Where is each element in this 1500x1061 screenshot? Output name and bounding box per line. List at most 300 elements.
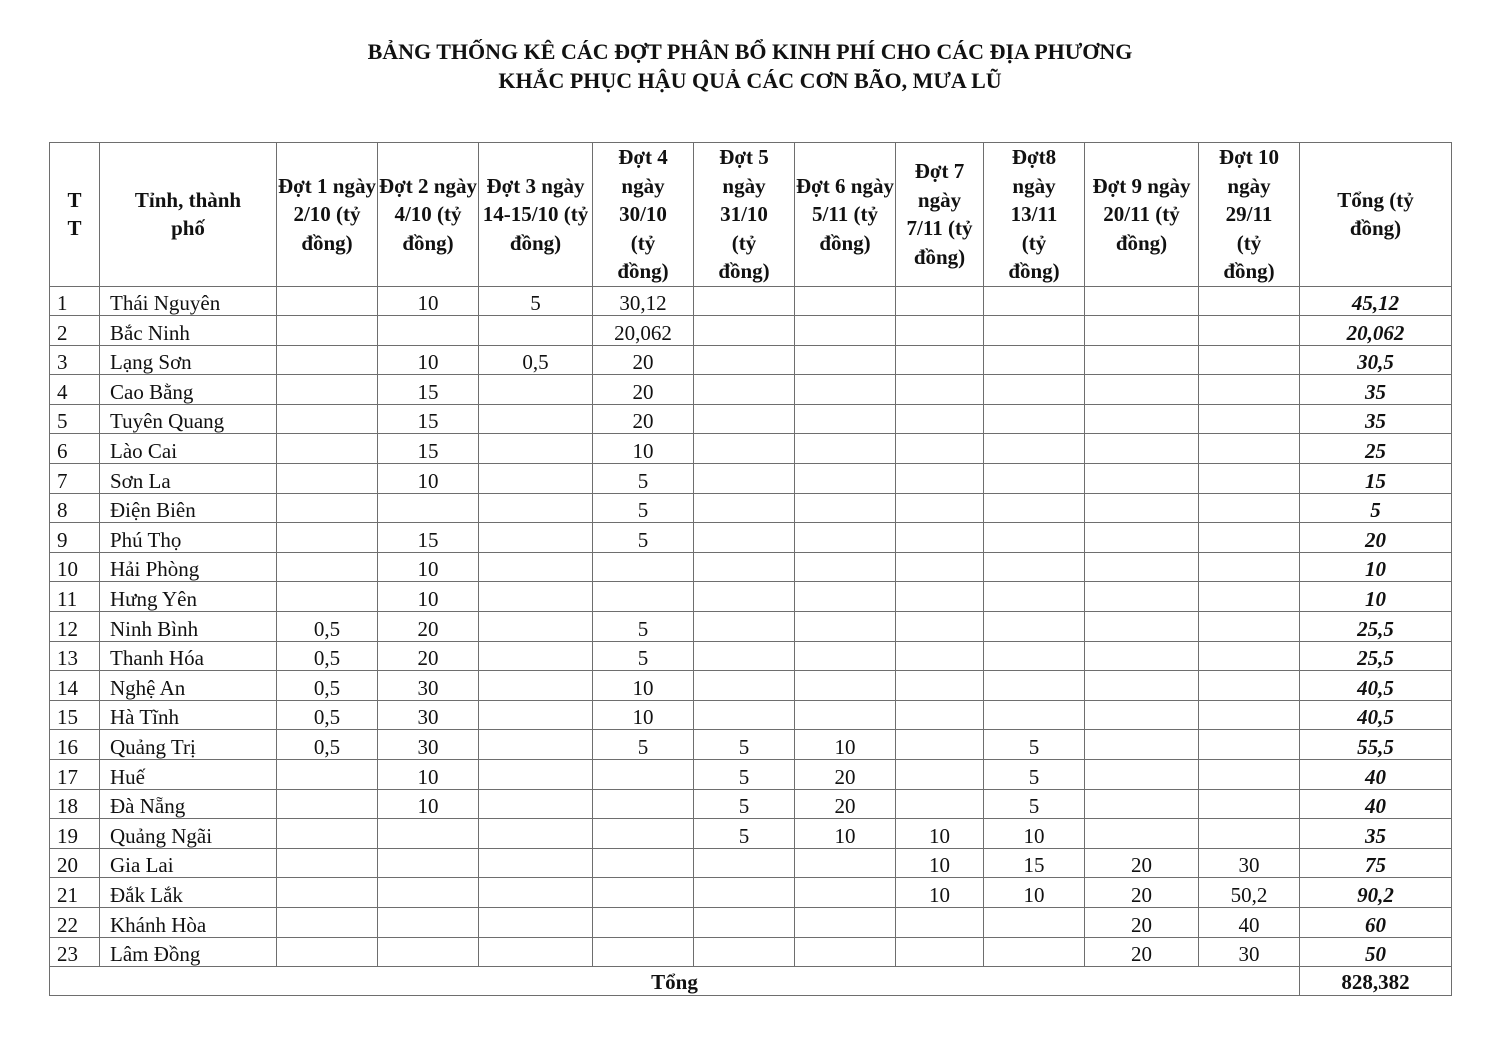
dot-1-value	[277, 345, 378, 375]
dot-6-value	[795, 848, 896, 878]
province-name: Hưng Yên	[100, 582, 277, 612]
dot-4-value	[593, 760, 694, 790]
dot-10-value	[1199, 404, 1300, 434]
dot-5-value	[694, 552, 795, 582]
dot-6-value	[795, 671, 896, 701]
dot-4-value: 30,12	[593, 286, 694, 316]
dot-6-value	[795, 345, 896, 375]
dot-5-value	[694, 523, 795, 553]
row-number: 14	[50, 671, 100, 701]
dot-2-value: 15	[378, 523, 479, 553]
dot-10-value	[1199, 493, 1300, 523]
dot-2-value	[378, 819, 479, 849]
dot-6-value	[795, 523, 896, 553]
dot-5-value	[694, 848, 795, 878]
dot-2-value	[378, 878, 479, 908]
dot-3-value	[479, 375, 593, 405]
row-number: 1	[50, 286, 100, 316]
row-total: 40	[1300, 789, 1452, 819]
dot-3-value	[479, 464, 593, 494]
row-number: 13	[50, 641, 100, 671]
row-number: 17	[50, 760, 100, 790]
dot-9-value	[1085, 700, 1199, 730]
province-name: Thái Nguyên	[100, 286, 277, 316]
dot-10-value	[1199, 316, 1300, 346]
dot-9-value: 20	[1085, 937, 1199, 967]
dot-10-value	[1199, 671, 1300, 701]
dot-7-value: 10	[896, 878, 984, 908]
dot-3-value	[479, 434, 593, 464]
dot-3-value	[479, 641, 593, 671]
dot-7-value	[896, 789, 984, 819]
table-row	[50, 434, 1452, 464]
header-dot-3: Đợt 3 ngày 14-15/10 (tỷ đồng)	[479, 143, 593, 287]
province-name: Lạng Sơn	[100, 345, 277, 375]
row-number: 11	[50, 582, 100, 612]
dot-6-value	[795, 404, 896, 434]
dot-10-value	[1199, 612, 1300, 642]
province-name: Đà Nẵng	[100, 789, 277, 819]
dot-5-value	[694, 464, 795, 494]
dot-4-value: 5	[593, 612, 694, 642]
table-row	[50, 345, 1452, 375]
dot-2-value: 15	[378, 375, 479, 405]
table-row	[50, 789, 1452, 819]
province-name: Sơn La	[100, 464, 277, 494]
dot-3-value	[479, 671, 593, 701]
dot-4-value: 10	[593, 434, 694, 464]
row-number: 16	[50, 730, 100, 760]
dot-7-value: 10	[896, 819, 984, 849]
dot-9-value	[1085, 434, 1199, 464]
dot-1-value: 0,5	[277, 700, 378, 730]
dot-10-value: 50,2	[1199, 878, 1300, 908]
dot-1-value	[277, 404, 378, 434]
dot-8-value	[984, 464, 1085, 494]
province-name: Huế	[100, 760, 277, 790]
dot-3-value	[479, 404, 593, 434]
row-total: 90,2	[1300, 878, 1452, 908]
dot-3-value	[479, 523, 593, 553]
row-number: 2	[50, 316, 100, 346]
province-name: Tuyên Quang	[100, 404, 277, 434]
dot-9-value	[1085, 760, 1199, 790]
dot-9-value	[1085, 552, 1199, 582]
dot-9-value	[1085, 819, 1199, 849]
dot-3-value	[479, 789, 593, 819]
dot-4-value	[593, 582, 694, 612]
dot-4-value: 5	[593, 730, 694, 760]
province-name: Hải Phòng	[100, 552, 277, 582]
dot-7-value	[896, 641, 984, 671]
table-row	[50, 286, 1452, 316]
row-total: 55,5	[1300, 730, 1452, 760]
row-number: 10	[50, 552, 100, 582]
dot-5-value: 5	[694, 760, 795, 790]
dot-1-value	[277, 760, 378, 790]
dot-1-value: 0,5	[277, 671, 378, 701]
dot-6-value	[795, 316, 896, 346]
grand-total-label: Tổng	[50, 967, 1300, 996]
province-name: Quảng Ngãi	[100, 819, 277, 849]
dot-5-value	[694, 345, 795, 375]
dot-9-value	[1085, 612, 1199, 642]
header-tt: T T	[50, 143, 100, 287]
dot-5-value	[694, 286, 795, 316]
dot-5-value	[694, 878, 795, 908]
dot-4-value: 5	[593, 464, 694, 494]
dot-1-value	[277, 848, 378, 878]
dot-3-value	[479, 937, 593, 967]
row-number: 21	[50, 878, 100, 908]
header-dot-2: Đợt 2 ngày 4/10 (tỷ đồng)	[378, 143, 479, 287]
dot-2-value: 30	[378, 730, 479, 760]
dot-6-value	[795, 375, 896, 405]
dot-2-value: 10	[378, 345, 479, 375]
table-row	[50, 760, 1452, 790]
dot-5-value	[694, 434, 795, 464]
province-name: Lâm Đồng	[100, 937, 277, 967]
dot-6-value	[795, 907, 896, 937]
row-number: 19	[50, 819, 100, 849]
dot-8-value	[984, 907, 1085, 937]
dot-9-value	[1085, 789, 1199, 819]
table-row	[50, 493, 1452, 523]
row-number: 18	[50, 789, 100, 819]
table-row	[50, 523, 1452, 553]
table-row	[50, 819, 1452, 849]
header-dot-1: Đợt 1 ngày 2/10 (tỷ đồng)	[277, 143, 378, 287]
dot-6-value	[795, 434, 896, 464]
row-total: 45,12	[1300, 286, 1452, 316]
province-name: Lào Cai	[100, 434, 277, 464]
dot-4-value	[593, 848, 694, 878]
row-total: 60	[1300, 907, 1452, 937]
dot-9-value	[1085, 316, 1199, 346]
dot-2-value: 10	[378, 552, 479, 582]
header-dot-5: Đợt 5 ngày 31/10 (tỷ đồng)	[694, 143, 795, 287]
row-number: 23	[50, 937, 100, 967]
row-total: 5	[1300, 493, 1452, 523]
dot-6-value	[795, 286, 896, 316]
table-row	[50, 404, 1452, 434]
dot-5-value	[694, 375, 795, 405]
row-number: 8	[50, 493, 100, 523]
dot-10-value	[1199, 523, 1300, 553]
dot-8-value	[984, 523, 1085, 553]
row-number: 3	[50, 345, 100, 375]
dot-4-value: 20	[593, 345, 694, 375]
table-row	[50, 316, 1452, 346]
dot-6-value	[795, 552, 896, 582]
province-name: Phú Thọ	[100, 523, 277, 553]
header-dot-9: Đợt 9 ngày 20/11 (tỷ đồng)	[1085, 143, 1199, 287]
dot-9-value	[1085, 641, 1199, 671]
dot-5-value	[694, 907, 795, 937]
dot-3-value: 0,5	[479, 345, 593, 375]
province-name: Ninh Bình	[100, 612, 277, 642]
dot-7-value	[896, 464, 984, 494]
header-dot-6: Đợt 6 ngày 5/11 (tỷ đồng)	[795, 143, 896, 287]
province-name: Gia Lai	[100, 848, 277, 878]
province-name: Đắk Lắk	[100, 878, 277, 908]
dot-9-value: 20	[1085, 848, 1199, 878]
dot-2-value: 10	[378, 582, 479, 612]
dot-3-value	[479, 819, 593, 849]
province-name: Thanh Hóa	[100, 641, 277, 671]
dot-3-value	[479, 848, 593, 878]
row-total: 35	[1300, 404, 1452, 434]
allocation-table	[49, 142, 1452, 996]
dot-8-value	[984, 375, 1085, 405]
dot-6-value: 20	[795, 760, 896, 790]
dot-3-value	[479, 582, 593, 612]
table-row	[50, 671, 1452, 701]
dot-1-value	[277, 582, 378, 612]
row-number: 7	[50, 464, 100, 494]
dot-2-value: 10	[378, 286, 479, 316]
dot-8-value: 10	[984, 819, 1085, 849]
row-total: 40	[1300, 760, 1452, 790]
table-row	[50, 848, 1452, 878]
dot-6-value	[795, 641, 896, 671]
dot-1-value	[277, 819, 378, 849]
province-name: Bắc Ninh	[100, 316, 277, 346]
dot-1-value: 0,5	[277, 730, 378, 760]
dot-8-value	[984, 552, 1085, 582]
dot-4-value	[593, 907, 694, 937]
table-row	[50, 375, 1452, 405]
row-total: 10	[1300, 552, 1452, 582]
table-row	[50, 730, 1452, 760]
row-number: 5	[50, 404, 100, 434]
header-row	[50, 143, 1452, 287]
dot-4-value	[593, 878, 694, 908]
dot-2-value	[378, 907, 479, 937]
dot-3-value	[479, 760, 593, 790]
dot-9-value	[1085, 345, 1199, 375]
row-number: 22	[50, 907, 100, 937]
dot-8-value	[984, 700, 1085, 730]
dot-4-value: 10	[593, 671, 694, 701]
dot-2-value: 20	[378, 641, 479, 671]
dot-1-value	[277, 523, 378, 553]
dot-1-value	[277, 493, 378, 523]
row-total: 25	[1300, 434, 1452, 464]
header-total: Tổng (tỷ đồng)	[1300, 143, 1452, 287]
dot-2-value: 15	[378, 404, 479, 434]
dot-8-value: 5	[984, 730, 1085, 760]
dot-3-value	[479, 700, 593, 730]
row-total: 35	[1300, 819, 1452, 849]
dot-8-value	[984, 404, 1085, 434]
row-total: 50	[1300, 937, 1452, 967]
dot-2-value	[378, 937, 479, 967]
dot-8-value	[984, 612, 1085, 642]
dot-7-value	[896, 730, 984, 760]
dot-6-value	[795, 937, 896, 967]
dot-1-value	[277, 937, 378, 967]
dot-9-value: 20	[1085, 878, 1199, 908]
dot-3-value	[479, 316, 593, 346]
dot-7-value	[896, 375, 984, 405]
dot-9-value	[1085, 730, 1199, 760]
header-province: Tỉnh, thành phố	[100, 143, 277, 287]
dot-7-value	[896, 700, 984, 730]
dot-1-value	[277, 434, 378, 464]
table-row	[50, 464, 1452, 494]
dot-8-value	[984, 493, 1085, 523]
dot-1-value: 0,5	[277, 641, 378, 671]
dot-1-value	[277, 789, 378, 819]
dot-5-value	[694, 671, 795, 701]
dot-7-value	[896, 671, 984, 701]
dot-2-value: 20	[378, 612, 479, 642]
table-row	[50, 582, 1452, 612]
dot-6-value	[795, 878, 896, 908]
dot-6-value	[795, 582, 896, 612]
row-total: 25,5	[1300, 612, 1452, 642]
row-total: 35	[1300, 375, 1452, 405]
dot-4-value	[593, 789, 694, 819]
dot-7-value	[896, 552, 984, 582]
dot-5-value	[694, 641, 795, 671]
row-total: 30,5	[1300, 345, 1452, 375]
dot-8-value	[984, 641, 1085, 671]
dot-10-value	[1199, 700, 1300, 730]
row-number: 9	[50, 523, 100, 553]
dot-6-value	[795, 464, 896, 494]
dot-9-value: 20	[1085, 907, 1199, 937]
dot-10-value	[1199, 819, 1300, 849]
dot-10-value	[1199, 434, 1300, 464]
dot-10-value: 40	[1199, 907, 1300, 937]
row-total: 10	[1300, 582, 1452, 612]
dot-2-value: 30	[378, 671, 479, 701]
dot-3-value	[479, 878, 593, 908]
row-total: 15	[1300, 464, 1452, 494]
dot-4-value: 20	[593, 375, 694, 405]
dot-7-value	[896, 907, 984, 937]
dot-8-value: 10	[984, 878, 1085, 908]
dot-7-value	[896, 434, 984, 464]
dot-2-value	[378, 848, 479, 878]
province-name: Nghệ An	[100, 671, 277, 701]
dot-7-value	[896, 493, 984, 523]
document-title	[0, 37, 1500, 95]
dot-4-value: 20,062	[593, 316, 694, 346]
dot-2-value: 30	[378, 700, 479, 730]
dot-4-value: 5	[593, 641, 694, 671]
dot-7-value	[896, 523, 984, 553]
province-name: Khánh Hòa	[100, 907, 277, 937]
dot-5-value: 5	[694, 789, 795, 819]
dot-10-value: 30	[1199, 848, 1300, 878]
dot-7-value	[896, 404, 984, 434]
table-row	[50, 700, 1452, 730]
dot-10-value	[1199, 730, 1300, 760]
dot-7-value	[896, 760, 984, 790]
dot-8-value: 5	[984, 760, 1085, 790]
dot-3-value	[479, 612, 593, 642]
row-number: 6	[50, 434, 100, 464]
dot-2-value: 10	[378, 760, 479, 790]
dot-6-value	[795, 700, 896, 730]
dot-7-value: 10	[896, 848, 984, 878]
table-row	[50, 878, 1452, 908]
dot-9-value	[1085, 493, 1199, 523]
dot-10-value: 30	[1199, 937, 1300, 967]
title-line-1: BẢNG THỐNG KÊ CÁC ĐỢT PHÂN BỔ KINH PHÍ CHO CÁC ĐỊA PHƯƠNG	[367, 39, 1133, 64]
dot-2-value: 15	[378, 434, 479, 464]
header-dot-4: Đợt 4 ngày 30/10 (tỷ đồng)	[593, 143, 694, 287]
dot-9-value	[1085, 375, 1199, 405]
dot-4-value: 5	[593, 493, 694, 523]
dot-5-value	[694, 404, 795, 434]
dot-7-value	[896, 345, 984, 375]
dot-6-value	[795, 612, 896, 642]
dot-2-value: 10	[378, 789, 479, 819]
header-dot-8: Đợt8 ngày 13/11 (tỷ đồng)	[984, 143, 1085, 287]
dot-5-value	[694, 316, 795, 346]
dot-4-value	[593, 819, 694, 849]
dot-3-value	[479, 730, 593, 760]
dot-3-value	[479, 907, 593, 937]
dot-7-value	[896, 316, 984, 346]
grand-total-value: 828,382	[1300, 967, 1452, 996]
dot-7-value	[896, 937, 984, 967]
dot-8-value	[984, 434, 1085, 464]
dot-8-value	[984, 582, 1085, 612]
dot-7-value	[896, 612, 984, 642]
dot-5-value	[694, 582, 795, 612]
dot-8-value	[984, 316, 1085, 346]
dot-9-value	[1085, 464, 1199, 494]
dot-4-value: 10	[593, 700, 694, 730]
table-row	[50, 937, 1452, 967]
dot-4-value	[593, 937, 694, 967]
dot-4-value: 20	[593, 404, 694, 434]
dot-5-value	[694, 937, 795, 967]
row-number: 15	[50, 700, 100, 730]
table-row	[50, 907, 1452, 937]
row-total: 20,062	[1300, 316, 1452, 346]
dot-1-value	[277, 286, 378, 316]
grand-total-row	[50, 967, 1452, 996]
dot-8-value: 5	[984, 789, 1085, 819]
row-number: 12	[50, 612, 100, 642]
header-dot-10: Đợt 10 ngày 29/11 (tỷ đồng)	[1199, 143, 1300, 287]
table-row	[50, 612, 1452, 642]
row-number: 4	[50, 375, 100, 405]
dot-1-value	[277, 375, 378, 405]
row-total: 25,5	[1300, 641, 1452, 671]
row-number: 20	[50, 848, 100, 878]
dot-2-value	[378, 493, 479, 523]
dot-10-value	[1199, 582, 1300, 612]
dot-9-value	[1085, 671, 1199, 701]
dot-1-value: 0,5	[277, 612, 378, 642]
dot-1-value	[277, 316, 378, 346]
row-total: 75	[1300, 848, 1452, 878]
province-name: Điện Biên	[100, 493, 277, 523]
dot-2-value	[378, 316, 479, 346]
dot-8-value	[984, 671, 1085, 701]
dot-8-value	[984, 937, 1085, 967]
dot-5-value: 5	[694, 730, 795, 760]
dot-5-value	[694, 700, 795, 730]
dot-6-value: 10	[795, 730, 896, 760]
